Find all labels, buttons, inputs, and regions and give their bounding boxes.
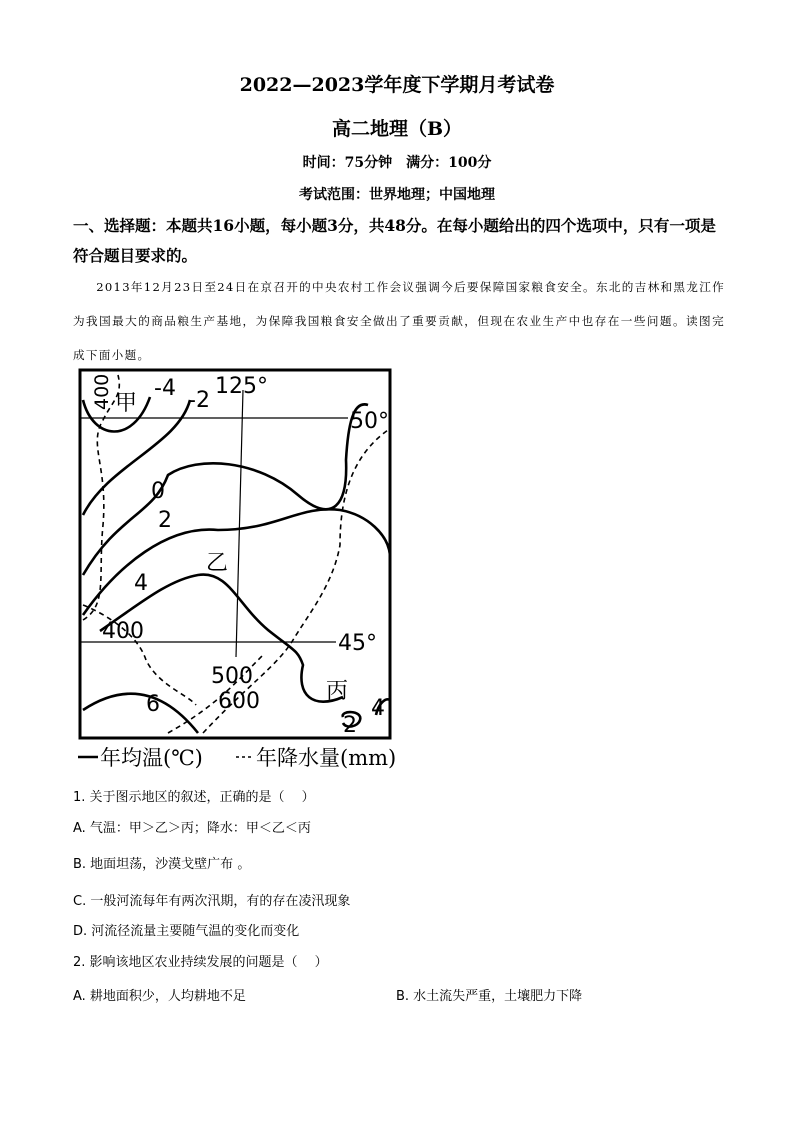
place-jia: 甲 bbox=[115, 391, 138, 416]
isotherm-path bbox=[83, 509, 390, 615]
isotherm-label-minus4: -4 bbox=[154, 376, 176, 401]
question-1-option-d: D. 河流径流量主要随气温的变化而变化 bbox=[73, 924, 300, 939]
legend-precip: 年降水量(mm) bbox=[256, 746, 397, 770]
question-1-stem: 1. 关于图示地区的叙述，正确的是（ ） bbox=[73, 790, 315, 805]
map-legend bbox=[78, 746, 396, 770]
question-1-option-b: B. 地面坦荡，沙漠戈壁广布 。 bbox=[73, 857, 251, 872]
isotherm-path bbox=[83, 694, 198, 733]
isotherm-label-0: 0 bbox=[151, 479, 165, 504]
exam-subject: 高二地理（B） bbox=[331, 118, 463, 140]
legend-temp: 年均温(℃) bbox=[100, 746, 203, 770]
question-2-stem: 2. 影响该地区农业持续发展的问题是（ ） bbox=[73, 955, 328, 970]
longitude-line-125 bbox=[236, 390, 243, 657]
exam-title: 2022—2023学年度下学期月考试卷 bbox=[239, 74, 555, 96]
label-400-top: 400 bbox=[91, 373, 113, 410]
latitude-label-50: 50° bbox=[350, 409, 389, 434]
isotherm-label-2-right: 2 bbox=[343, 713, 357, 738]
question-2-option-b: B. 水土流失严重，土壤肥力下降 bbox=[396, 989, 583, 1004]
reading-passage: 2013年12月23日至24日在京召开的中央农村工作会议强调今后要保障国家粮食安全。东北的吉林和黑龙江作为我国最大的商品粮生产基地，为保障我国粮食安全做出了重要贡献，但现在农业生产中也存在一些问题。读图完成下面小题。 bbox=[73, 280, 725, 362]
exam-time-score: 时间：75分钟 满分：100分 bbox=[302, 155, 492, 171]
isohyet-label-500: 500 bbox=[211, 664, 253, 689]
isotherm-label-4-right: 4 bbox=[371, 696, 385, 721]
isotherm-path bbox=[83, 400, 190, 515]
place-yi: 乙 bbox=[206, 551, 229, 576]
isoline-map bbox=[78, 365, 478, 775]
isotherm-label-4: 4 bbox=[134, 571, 148, 596]
isotherm-label-minus2: -2 bbox=[188, 388, 210, 413]
question-1-option-c: C. 一般河流每年有两次汛期，有的存在凌汛现象 bbox=[73, 894, 351, 909]
question-2-option-a: A. 耕地面积少，人均耕地不足 bbox=[73, 989, 246, 1004]
isotherm-label-6: 6 bbox=[146, 692, 160, 717]
question-1-option-a: A. 气温：甲＞乙＞丙；降水：甲＜乙＜丙 bbox=[73, 821, 311, 836]
section-heading: 一、选择题：本题共16小题，每小题3分，共48分。在每小题给出的四个选项中，只有一项是符合题目要求的。 bbox=[73, 216, 716, 265]
longitude-label: 125° bbox=[215, 374, 268, 399]
isohyet-label-600: 600 bbox=[218, 689, 260, 714]
isohyet-label-400: 400 bbox=[102, 619, 144, 644]
exam-scope: 考试范围：世界地理；中国地理 bbox=[299, 187, 495, 203]
latitude-label-45: 45° bbox=[338, 631, 377, 656]
isotherm-label-2: 2 bbox=[158, 508, 172, 533]
place-bing: 丙 bbox=[326, 679, 349, 704]
